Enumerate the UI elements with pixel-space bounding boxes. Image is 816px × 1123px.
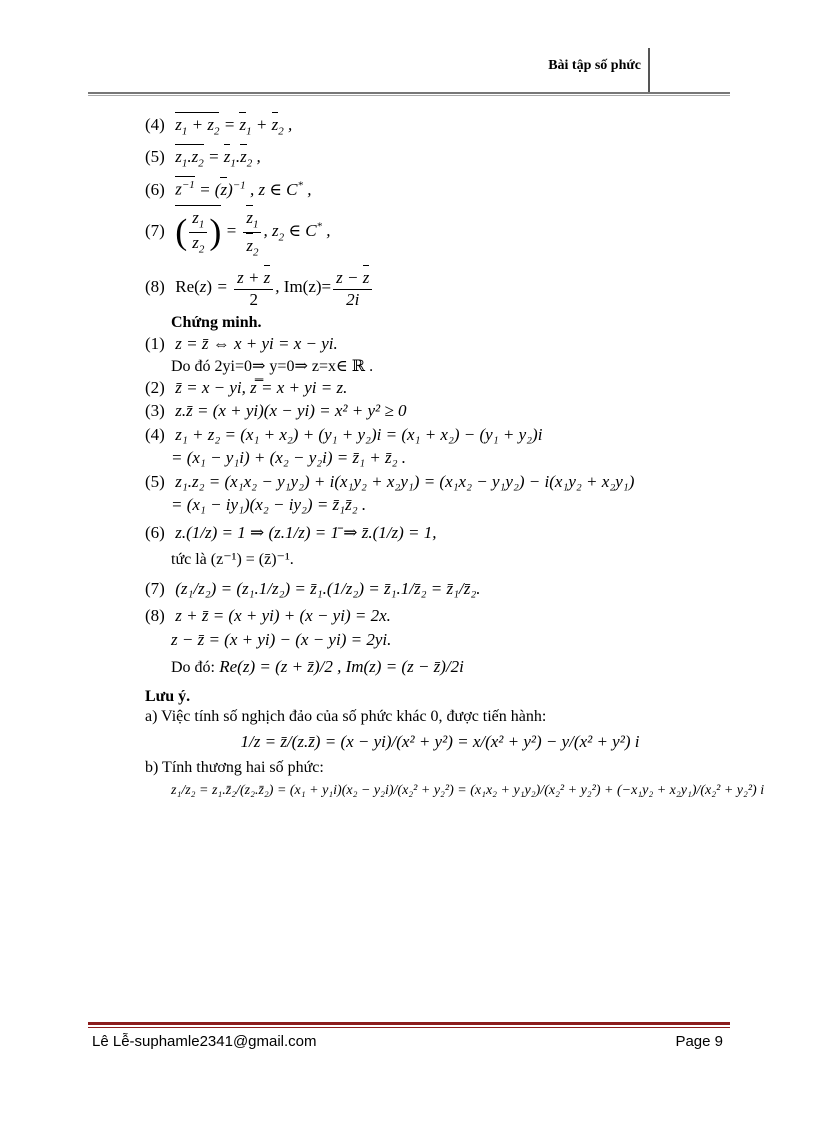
property-formula: $z^{-1} = (z)^{-1}$ , z ∈ C* ,: [175, 180, 311, 199]
proof-formula: (z₁/z₂) = (z₁.1/z₂) = z̄₁.(1/z₂) = z̄₁.1/z̄₂ = z̄₁/z̄₂.: [175, 578, 481, 598]
note-a-text: a) Việc tính số nghịch đảo của số phức khác 0, được tiến hành:: [145, 707, 547, 725]
header-rule-thin: [88, 95, 730, 96]
proof-3: [145, 401, 735, 421]
property-formula: ( $\frac{z_1}{z_2}$ ) = $\frac{z_1}{z_2}$ , $z_2$ ∈ C* ,: [175, 221, 330, 240]
property-8: [145, 265, 735, 310]
proof-4: [145, 425, 735, 445]
proof-formula: z̄ = x − yi, z̿ = x + yi = z.: [175, 377, 348, 397]
proof-1-note: Do đó 2yi=0⇒ y=0⇒ z=x∈ ℝ .: [171, 357, 374, 375]
proof-formula: z.(1/z) = 1 ⇒ (z.1/z) = 1̄ ⇒ z̄.(1/z) = 1,: [175, 523, 437, 543]
property-label: (4): [145, 115, 165, 134]
proof-label: (5): [145, 471, 165, 491]
proof-formula: z₁.z₂ = (x₁x₂ − y₁y₂) + i(x₁y₂ + x₂y₁) = (x₁x₂ − y₁y₂) − i(x₁y₂ + x₂y₁): [175, 471, 635, 491]
proof-formula: z.z̄ = (x + yi)(x − yi) = x² + y² ≥ 0: [175, 401, 407, 421]
note-heading: Lưu ý.: [145, 687, 191, 705]
property-4: [145, 112, 735, 138]
footer-rule: [88, 1022, 730, 1025]
property-label: (6): [145, 179, 165, 199]
proof-label: (1): [145, 334, 165, 354]
page-content: [145, 112, 765, 799]
proof-7: [145, 579, 735, 599]
proof-5: [145, 472, 735, 492]
header-rule: [88, 92, 730, 94]
proof-label: (4): [145, 424, 165, 444]
note-b-formula: z₁/z₂ = z₁.z̄₂/(z₂.z̄₂) = (x₁ + y₁i)(x₂ − y₂i)/(x₂² + y₂²) = (x₁x₂ + y₁y₂)/(x₂² + y₂²) + (−x₁y₂ + x₂y₁)/(x₂² + y₂²) i: [171, 783, 765, 799]
proof-formula: z = z̄ ⇔ x + yi = x − yi.: [175, 334, 338, 354]
proof-1: [145, 334, 735, 354]
proof-formula: z − z̄ = (x + yi) − (x − yi) = 2yi.: [171, 629, 392, 649]
proof-label: (3): [145, 401, 165, 421]
property-7: [145, 205, 735, 259]
proof-heading: Chứng minh.: [171, 314, 262, 332]
page-number: Page 9: [675, 1033, 723, 1050]
property-6: [145, 176, 735, 199]
footer-rule-thin: [88, 1027, 730, 1028]
footer-author: Lê Lễ-suphamle2341@gmail.com: [92, 1033, 317, 1050]
header-divider: [648, 48, 650, 92]
proof-2: [145, 378, 735, 398]
proof-formula: z + z̄ = (x + yi) + (x − yi) = 2x.: [175, 606, 391, 626]
proof-label: (6): [145, 523, 165, 543]
proof-formula: = (x₁ − y₁i) + (x₂ − y₂i) = z̄₁ + z̄₂ .: [171, 448, 407, 468]
note-a-formula: 1/z = z̄/(z.z̄) = (x − yi)/(x² + y²) = x/(x² + y²) − y/(x² + y²) i: [240, 731, 640, 751]
proof-8a: [145, 606, 735, 626]
proof-5b: [145, 495, 735, 515]
proof-6: [145, 523, 735, 543]
property-formula: Re(z) = $\frac{z + z}{2}$ , Im(z)= $\frac{z - z}{2i}$: [175, 277, 374, 296]
proof-formula: Re(z) = (z + z̄)/2 , Im(z) = (z − z̄)/2i: [219, 657, 464, 677]
property-5: [145, 144, 735, 170]
property-label: (7): [145, 221, 165, 241]
proof-6-note: tức là (z⁻¹) = (z̄)⁻¹.: [171, 550, 294, 568]
proof-label: (2): [145, 377, 165, 397]
proof-8c-prefix: Do đó:: [171, 659, 215, 677]
property-formula: $z_1 + z_2 = z_1 + z_2$ ,: [175, 115, 292, 134]
proof-label: (8): [145, 606, 165, 626]
proof-8b: [145, 630, 735, 650]
property-formula: $z_1.z_2 = z_1.z_2$ ,: [175, 147, 260, 166]
proof-label: (7): [145, 578, 165, 598]
property-label: (5): [145, 147, 165, 167]
header-title: Bài tập số phức: [548, 58, 641, 73]
proof-4b: [145, 448, 735, 468]
proof-formula: = (x₁ − iy₁)(x₂ − iy₂) = z̄₁z̄₂ .: [171, 495, 367, 515]
proof-8c: [145, 657, 735, 677]
proof-formula: z₁ + z₂ = (x₁ + x₂) + (y₁ + y₂)i = (x₁ + x₂) − (y₁ + y₂)i: [175, 424, 543, 444]
property-label: (8): [145, 276, 165, 296]
note-b-text: b) Tính thương hai số phức:: [145, 759, 324, 777]
